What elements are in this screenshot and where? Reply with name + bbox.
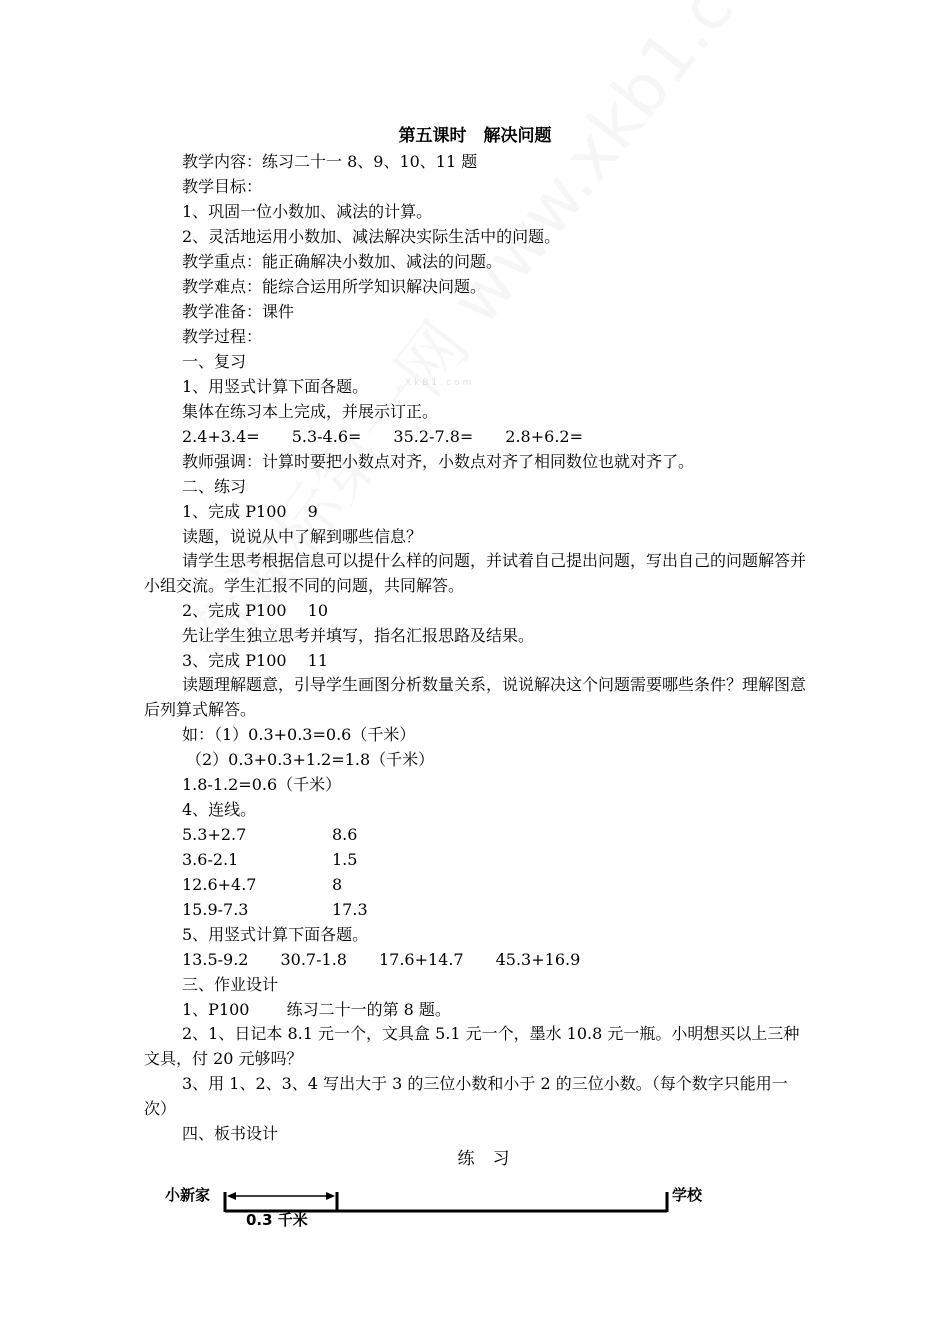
section-practice: 二、练习 xyxy=(182,477,247,496)
vertical-calc-exercises: 13.5-9.2 30.7-1.8 17.6+14.7 45.3+16.9 xyxy=(182,950,581,969)
matching-heading: 4、连线。 xyxy=(182,800,257,819)
teaching-content: 教学内容：练习二十一 8、9、10、11 题 xyxy=(182,152,478,171)
board-title: 练习 xyxy=(457,1149,528,1169)
review-item-1: 1、用竖式计算下面各题。 xyxy=(182,377,369,396)
teaching-goals-heading: 教学目标： xyxy=(182,177,263,196)
matching-right: 8.6 xyxy=(332,825,358,844)
teacher-emphasis: 教师强调：计算时要把小数点对齐，小数点对齐了相同数位也就对齐了。 xyxy=(182,452,695,471)
matching-right: 8 xyxy=(332,875,343,894)
practice-item-2-detail: 先让学生独立思考并填写，指名汇报思路及结果。 xyxy=(182,626,535,645)
practice-item-3: 3、完成 P100 11 xyxy=(182,651,329,670)
teaching-process-heading: 教学过程： xyxy=(182,327,263,346)
practice-item-1-read: 读题，说说从中了解到哪些信息？ xyxy=(182,527,423,546)
matching-left: 12.6+4.7 xyxy=(182,875,257,894)
review-exercises: 2.4+3.4= 5.3-4.6= 35.2-7.8= 2.8+6.2= xyxy=(182,427,583,446)
homework-item-3: 3、用 1、2、3、4 写出大于 3 的三位小数和小于 2 的三位小数。（每个数字只能用一次） xyxy=(144,1074,788,1118)
example-1: 如：（1）0.3+0.3=0.6（千米） xyxy=(182,725,416,744)
vertical-calc-heading: 5、用竖式计算下面各题。 xyxy=(182,925,369,944)
review-note: 集体在练习本上完成，并展示订正。 xyxy=(182,402,439,421)
homework-item-1: 1、P100 练习二十一的第 8 题。 xyxy=(182,1000,451,1019)
example-2: （2）0.3+0.3+1.2=1.8（千米） xyxy=(186,750,435,769)
arrow-left-icon xyxy=(227,1192,236,1200)
arrow-right-icon xyxy=(326,1192,335,1200)
practice-item-1: 1、完成 P100 9 xyxy=(182,502,318,521)
goal-1: 1、巩固一位小数加、减法的计算。 xyxy=(182,202,433,221)
school-label: 学校 xyxy=(672,1186,703,1204)
matching-left: 15.9-7.3 xyxy=(182,900,249,919)
practice-item-1-detail: 请学生思考根据信息可以提什么样的问题，并试着自己提出问题，写出自己的问题解答并小组交流。学生汇报不同的问题，共同解答。 xyxy=(144,551,807,595)
goal-2: 2、灵活地运用小数加、减法解决实际生活中的问题。 xyxy=(182,227,561,246)
matching-right: 17.3 xyxy=(332,900,368,919)
homework-item-2: 2、1、日记本 8.1 元一个，文具盒 5.1 元一个，墨水 10.8 元一瓶。小明想买以上三种文具，付 20 元够吗？ xyxy=(144,1024,800,1068)
matching-right: 1.5 xyxy=(332,850,358,869)
practice-item-3-detail: 读题理解题意，引导学生画图分析数量关系，说说解决这个问题需要哪些条件？理解图意后列算式解答。 xyxy=(144,675,807,719)
segment-label: 0.3 千米 xyxy=(246,1211,308,1229)
example-3: 1.8-1.2=0.6（千米） xyxy=(182,775,342,794)
teaching-preparation: 教学准备：课件 xyxy=(182,302,295,321)
section-review: 一、复习 xyxy=(182,352,247,371)
watermark-small: XkB1.com xyxy=(405,378,475,388)
teaching-focus: 教学重点：能正确解决小数加、减法的问题。 xyxy=(182,252,503,271)
matching-left: 5.3+2.7 xyxy=(182,825,247,844)
teaching-difficulty: 教学难点：能综合运用所学知识解决问题。 xyxy=(182,277,487,296)
section-homework: 三、作业设计 xyxy=(182,975,279,994)
matching-left: 3.6-2.1 xyxy=(182,850,239,869)
section-board-design: 四、板书设计 xyxy=(182,1124,279,1143)
practice-item-2: 2、完成 P100 10 xyxy=(182,601,329,620)
lesson-title: 第五课时 解决问题 xyxy=(398,126,552,146)
home-label: 小新家 xyxy=(165,1186,211,1204)
